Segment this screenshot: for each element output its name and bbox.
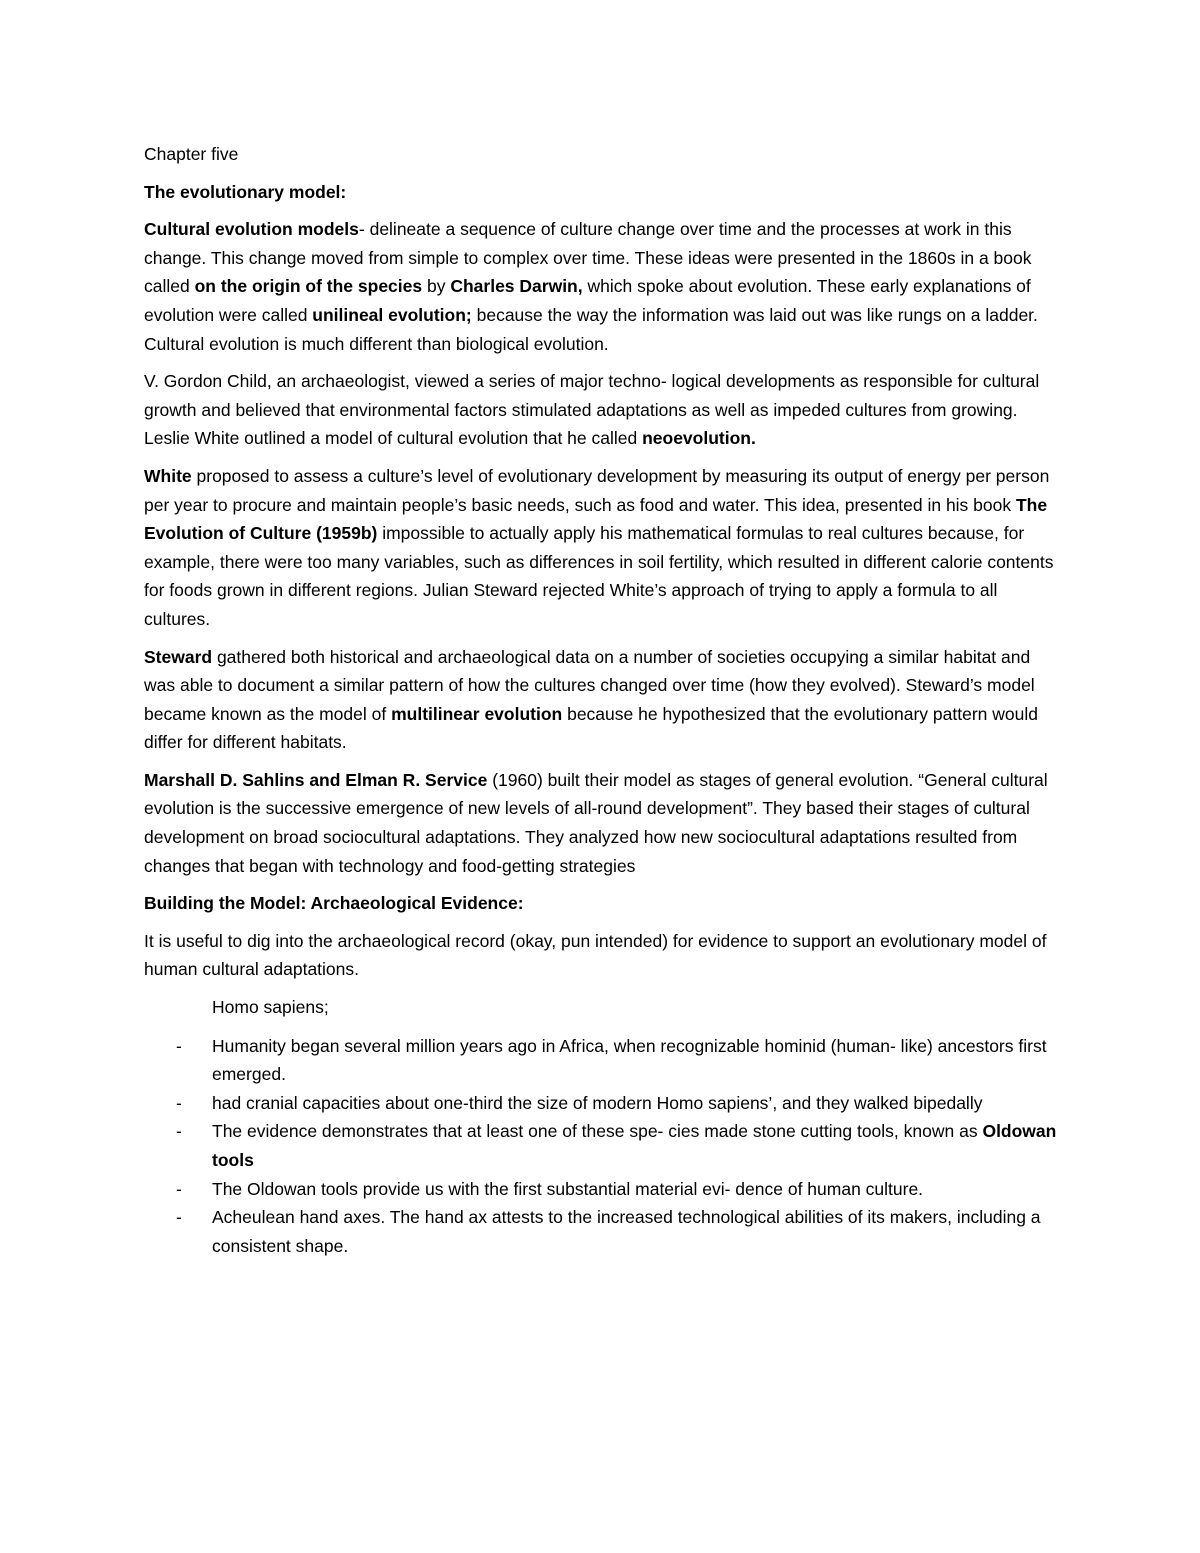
paragraph-text: proposed to assess a culture’s level of evolutionary development by measuring its output of energy per person per year to procure and maintain people’s basic needs, such as food and water. This idea, presented in his book bbox=[144, 465, 1050, 515]
paragraph-archaeological-record: It is useful to dig into the archaeological record (okay, pun intended) for evidence to support an evolutionary model of human cultural adaptations. bbox=[144, 930, 1047, 980]
list-item-text: The Oldowan tools provide us with the first substantial material evi- dence of human culture. bbox=[212, 1178, 924, 1199]
paragraph-text: impossible to actually apply his mathematical formulas to real cultures because, for example, there were too many variables, such as differences in soil fertility, which resulted in different calorie contents for foods grown in different regions. Julian Steward rejected White’s approach of trying to apply a formula to all cultures. bbox=[144, 523, 1054, 629]
list-item bbox=[144, 1089, 1064, 1118]
book-title-origin: on the origin of the species bbox=[194, 276, 423, 297]
list-item bbox=[144, 1175, 1064, 1204]
paragraph-text: (1960) built their model as stages of general evolution. “General cultural evolution is the successive emergence of new levels of all-round development”. They based their stages of cultural development on broad sociocultural adaptations. They analyzed how new sociocultural adaptations resulted from changes that began with technology and food-getting strategies bbox=[144, 769, 1048, 876]
term-oldowan-tools: Oldowan tools bbox=[212, 1121, 1057, 1170]
paragraph-text: V. Gordon Child, an archaeologist, viewed a series of major techno- logical developments as responsible for cultural growth and believed that environmental factors stimulated adaptations as well as impeded cultures from growing. Leslie White outlined a model of cultural evolution that he called bbox=[144, 371, 1040, 449]
paragraph-text: by bbox=[422, 276, 451, 297]
list-item-text: The evidence demonstrates that at least one of these spe- cies made stone cutting tools, known as bbox=[212, 1121, 983, 1142]
list-intro: Homo sapiens; bbox=[212, 997, 329, 1018]
subheading-archaeological-evidence: Building the Model: Archaeological Evidence: bbox=[144, 893, 524, 914]
term-cultural-evolution-models: Cultural evolution models bbox=[144, 219, 359, 240]
term-unilineal-evolution: unilineal evolution; bbox=[312, 304, 472, 325]
paragraph-steward bbox=[144, 643, 1064, 757]
name-steward: Steward bbox=[144, 646, 213, 667]
paragraph-cultural-evolution bbox=[144, 215, 1064, 358]
list-item-text: Acheulean hand axes. The hand ax attests to the increased technological abilities of its makers, including a consistent shape. bbox=[212, 1207, 1041, 1256]
dash-bullet: - bbox=[176, 1092, 182, 1113]
paragraph-text: because he hypothesized that the evolutionary pattern would differ for different habitats. bbox=[144, 703, 1038, 753]
section-heading: The evolutionary model: bbox=[144, 181, 347, 202]
book-title-evolution-of-culture: The Evolution of Culture (1959b) bbox=[144, 494, 1048, 544]
list-item-text: had cranial capacities about one-third the size of modern Homo sapiens’, and they walked bipedally bbox=[212, 1092, 983, 1113]
paragraph-gordon-child bbox=[144, 367, 1064, 453]
dash-bullet: - bbox=[176, 1207, 182, 1228]
paragraph-sahlins-service bbox=[144, 766, 1064, 880]
names-sahlins-service: Marshall D. Sahlins and Elman R. Service bbox=[144, 769, 488, 790]
list-item bbox=[144, 1032, 1064, 1089]
paragraph-white bbox=[144, 462, 1064, 634]
dash-bullet: - bbox=[176, 1121, 182, 1142]
list-item-text: Humanity began several million years ago in Africa, when recognizable hominid (human- like) ancestors first emerged. bbox=[212, 1035, 1047, 1085]
chapter-title: Chapter five bbox=[144, 144, 239, 164]
list-item bbox=[144, 1203, 1064, 1260]
paragraph-text: because the way the information was laid out was like rungs on a ladder. Cultural evolution is much different than biological evolution. bbox=[144, 304, 1038, 354]
evidence-list bbox=[144, 1032, 1064, 1261]
author-darwin: Charles Darwin, bbox=[450, 276, 583, 297]
paragraph-text: gathered both historical and archaeological data on a number of societies occupying a similar habitat and was able to document a similar pattern of how the cultures changed over time (how they evolved). Steward’s model became known as the model of bbox=[144, 646, 1035, 724]
name-white: White bbox=[144, 465, 192, 486]
dash-bullet: - bbox=[176, 1178, 182, 1199]
term-neoevolution: neoevolution. bbox=[642, 428, 756, 449]
paragraph-text: which spoke about evolution. These early explanations of evolution were called bbox=[144, 276, 1031, 325]
paragraph-text: - delineate a sequence of culture change over time and the processes at work in this change. This change moved from simple to complex over time. These ideas were presented in the 1860s in a book called bbox=[144, 219, 1032, 297]
list-item bbox=[144, 1117, 1064, 1174]
dash-bullet: - bbox=[176, 1035, 182, 1056]
term-multilinear-evolution: multilinear evolution bbox=[391, 703, 563, 724]
document-page bbox=[144, 140, 1064, 1260]
